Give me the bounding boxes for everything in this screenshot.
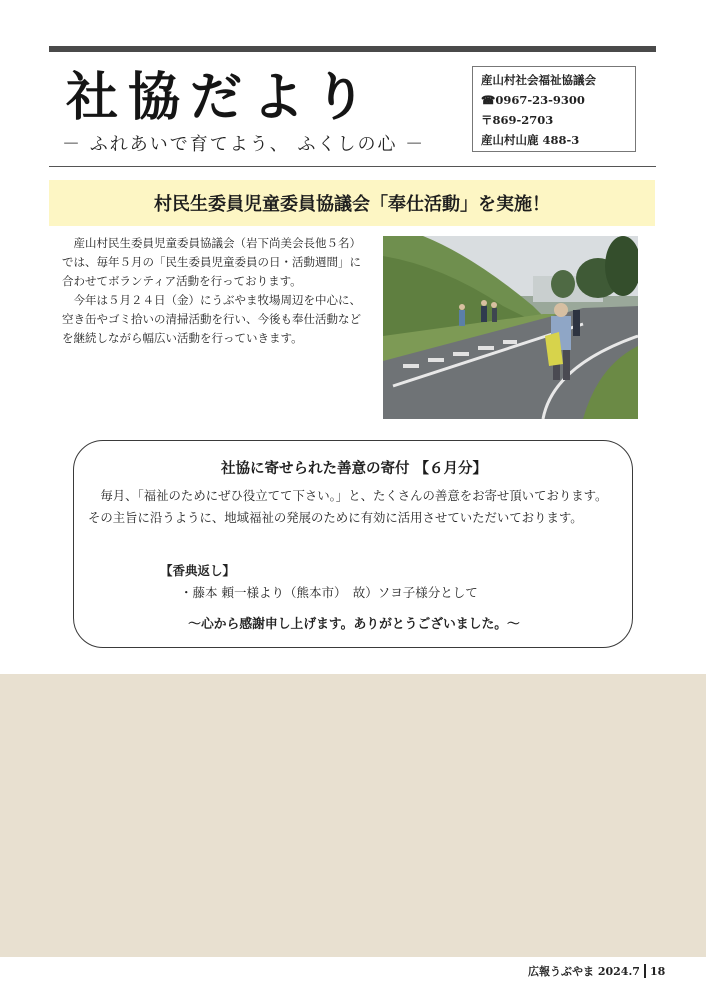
contact-box <box>472 66 636 152</box>
masthead-title: 社協だより <box>66 67 377 128</box>
masthead-top-rule <box>49 46 656 52</box>
footer-divider <box>644 964 646 978</box>
footer-page-number: 18 <box>649 964 666 978</box>
contact-org: 産山村社会福祉協議会 <box>481 73 596 87</box>
donation-notice-box <box>73 440 633 648</box>
article-headline-band <box>49 180 655 226</box>
article-headline: 村民生委員児童委員協議会「奉仕活動」を実施！ <box>154 194 550 215</box>
contact-phone: ☎0967-23-9300 <box>481 93 585 107</box>
contact-address: 産山村山鹿 488-3 <box>481 133 580 147</box>
masthead-divider <box>49 166 656 167</box>
masthead-subtitle: － ふれあいで育てよう、 ふくしの心 － <box>62 134 426 155</box>
donation-title: 社協に寄せられた善意の寄付 【６月分】 <box>220 460 488 477</box>
article-paragraph-1: 産山村民生委員児童委員協議会（岩下尚美会長他５名）では、毎年５月の「民生委員児童委員の日・活動週間」に合わせてボランティア活動を行っております。 <box>62 236 361 288</box>
article-paragraph-2: 今年は５月２４日（金）にうぶやま牧場周辺を中心に、空き缶やゴミ拾いの清掃活動を行い、今後も奉仕活動などを継続しながら幅広い活動を行っていきます。 <box>62 293 361 345</box>
contact-postal: 〒869-2703 <box>481 113 554 127</box>
kouden-heading: 【香典返し】 <box>160 563 236 578</box>
donation-thanks: ～心から感謝申し上げます。ありがとうございました。～ <box>188 617 520 632</box>
kouden-item: ・藤本 頼一様より（熊本市） 故）ソヨ子様分として <box>180 585 478 600</box>
article-body <box>62 234 368 349</box>
donation-body: 毎月、「福祉のためにぜひ役立てて下さい。」と、たくさんの善意をお寄せ頂いております。その主旨に沿うように、地域福祉の発展のために有効に活用させていただいております。 <box>88 488 608 525</box>
volunteer-activity-photo <box>383 236 638 419</box>
page-footer <box>528 963 665 979</box>
footer-publication: 広報うぶやま 2024.7 <box>528 965 640 978</box>
blank-beige-panel <box>0 674 706 957</box>
